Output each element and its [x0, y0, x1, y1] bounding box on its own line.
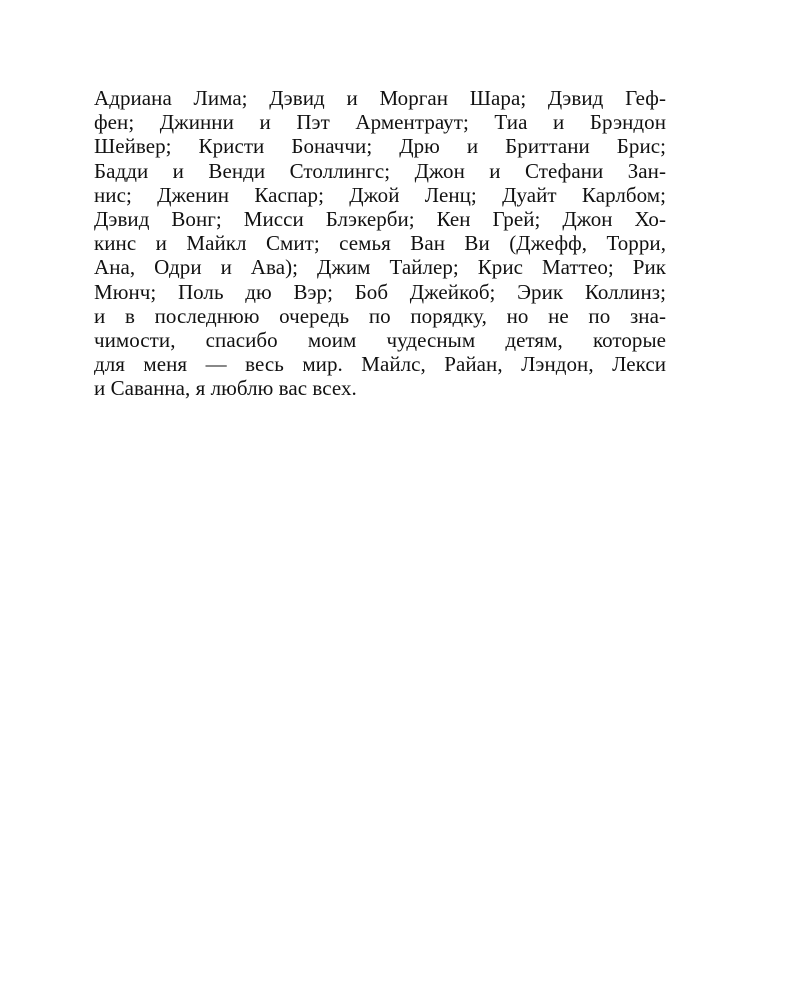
- text-line: Дэвид Вонг; Мисси Блэкерби; Кен Грей; Джон Хо-: [94, 207, 666, 232]
- acknowledgements-paragraph: [94, 86, 666, 401]
- text-line: фен; Джинни и Пэт Арментраут; Тиа и Брэндон: [94, 110, 666, 135]
- text-line-last: и Саванна, я люблю вас всех.: [94, 376, 357, 401]
- text-line: чимости, спасибо моим чудесным детям, которые: [94, 328, 666, 353]
- text-line: Ана, Одри и Ава); Джим Тайлер; Крис Маттео; Рик: [94, 255, 666, 280]
- text-line: Шейвер; Кристи Боначчи; Дрю и Бриттани Брис;: [94, 134, 666, 159]
- text-line: для меня — весь мир. Майлс, Райан, Лэндон, Лекси: [94, 352, 666, 377]
- text-line: Бадди и Венди Столлингс; Джон и Стефани Зан-: [94, 158, 666, 183]
- text-line: кинс и Майкл Смит; семья Ван Ви (Джефф, Торри,: [94, 231, 666, 256]
- text-line: Адриана Лима; Дэвид и Морган Шара; Дэвид Геф-: [94, 86, 666, 110]
- text-line: нис; Дженин Каспар; Джой Ленц; Дуайт Карлбом;: [94, 182, 666, 207]
- text-line: Мюнч; Поль дю Вэр; Боб Джейкоб; Эрик Коллинз;: [94, 279, 666, 304]
- text-line: и в последнюю очередь по порядку, но не по зна-: [94, 303, 666, 328]
